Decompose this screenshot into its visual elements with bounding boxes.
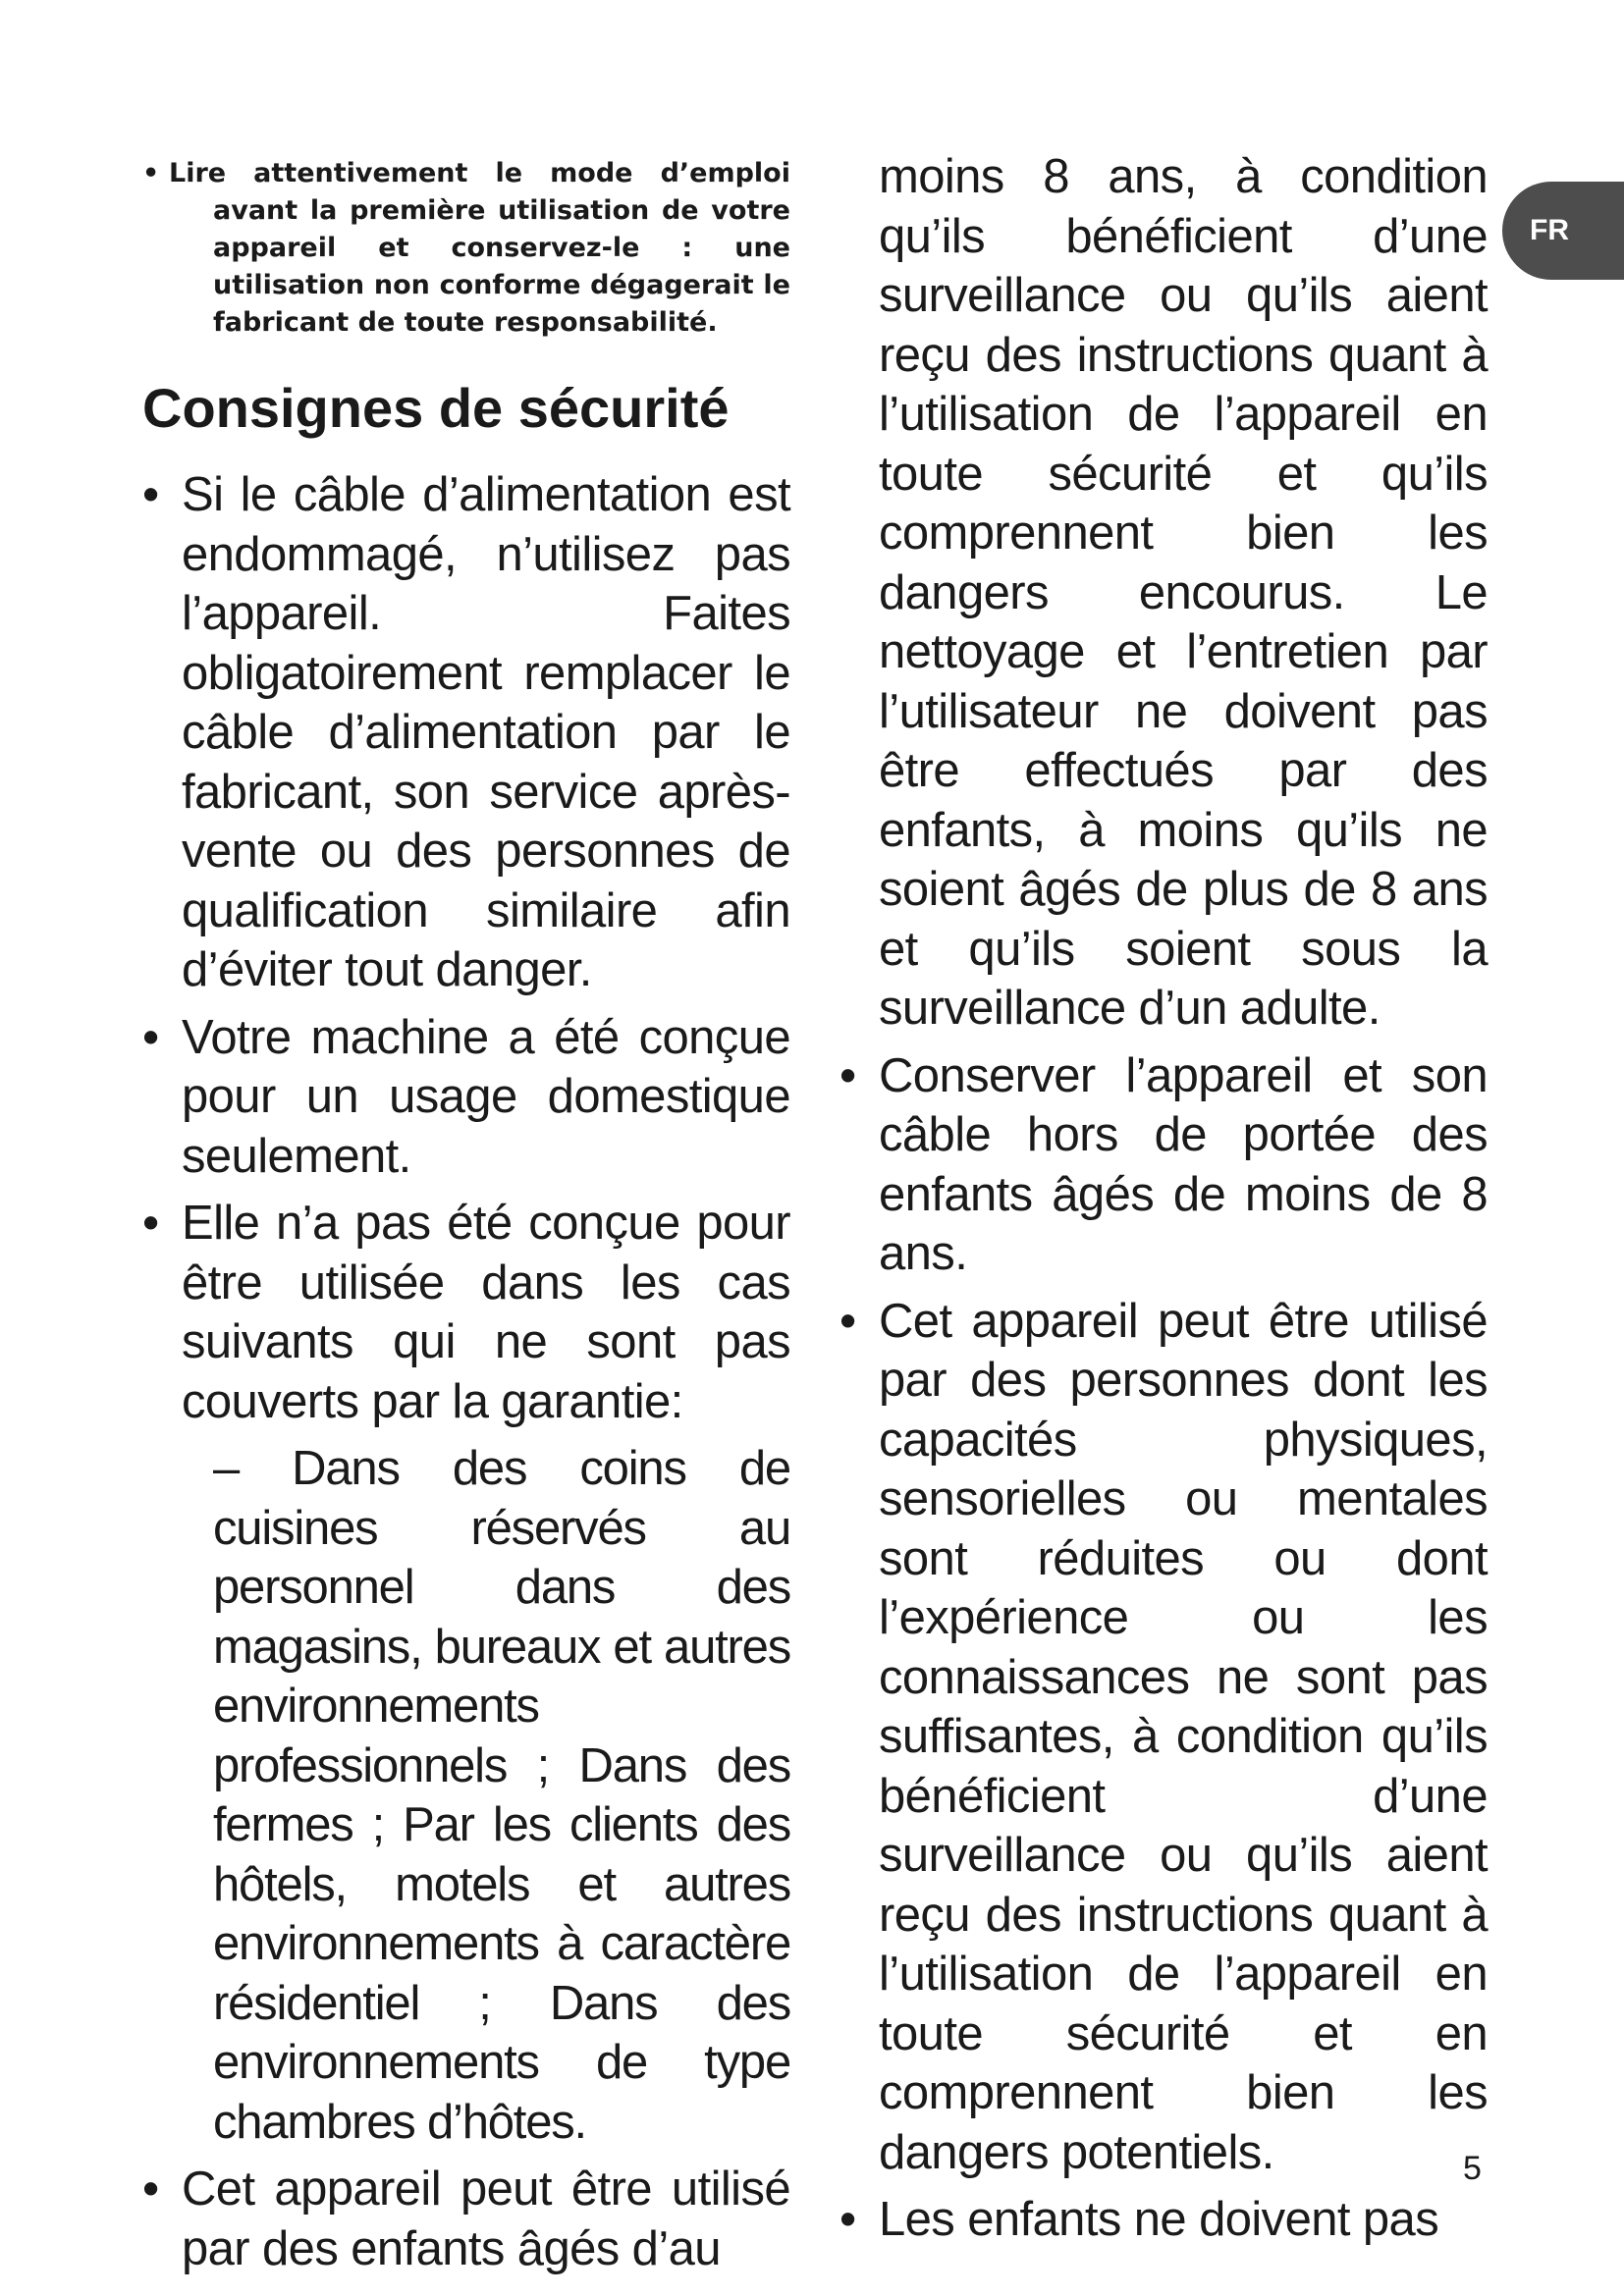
intro-text: Lire attentivement le mode d’emploi avant la première utilisation de votre appareil et conservez-le : une utilisation non conforme dégagerait le fabricant de toute responsabilité.: [169, 158, 790, 338]
safety-item-domestic-use: [142, 1008, 790, 1187]
safety-sub-item-environments: – Dans des coins de cuisines réservés au personnel dans des magasins, bureaux et autres environnements professionnels ; Dans des fermes ; Par les clients des hôtels, motels et autres environnements à caractère résidentiel ; Dans des environnements de type chambres d’hôtes.: [213, 1442, 790, 2149]
safety-item-text: Cet appareil peut être utilisé par des personnes dont les capacités physiques, sensorielles ou mentales sont réduites ou dont l’expérience ou les connaissances ne sont pas suffisantes, à condition qu’ils bénéficient d’une surveillance ou qu’ils aient reçu des instructions quant à l’utilisation de l’appareil en toute sécurité et en comprennent bien les dangers potentiels.: [879, 1294, 1488, 2179]
bullet-dot: •: [142, 468, 159, 521]
bullet-dot: •: [142, 2163, 159, 2216]
language-tab: FR: [1502, 182, 1624, 280]
safety-item-text: Si le câble d’alimentation est endommagé, n’utilisez pas l’appareil. Faites obligatoirement remplacer le câble d’alimentation par le fabricant, son service après-vente ou des personnes de qualification similaire afin d’éviter tout danger.: [182, 468, 790, 996]
bullet-dot: •: [839, 1048, 856, 1102]
safety-item-text: Votre machine a été conçue pour un usage domestique seulement.: [182, 1010, 790, 1183]
safety-item-keep-away: [839, 1046, 1488, 1284]
bullet-dot: •: [142, 1197, 159, 1250]
right-column: [839, 147, 1488, 2258]
safety-item-text: Conserver l’appareil et son câble hors de portée des enfants âgés de moins de 8 ans.: [879, 1048, 1488, 1280]
safety-item-text: Les enfants ne doivent pas: [879, 2193, 1439, 2246]
safety-item-children-must-not: [839, 2190, 1488, 2250]
bullet-dot: •: [839, 2193, 856, 2246]
safety-item-not-designed-for: [142, 1194, 790, 1431]
page-number: 5: [1463, 2150, 1482, 2187]
section-heading: Consignes de sécurité: [142, 377, 730, 439]
left-column: [142, 147, 790, 2286]
safety-item-power-cord: [142, 465, 790, 1000]
safety-item-text: Elle n’a pas été conçue pour être utilisée dans les cas suivants qui ne sont pas couverts par la garantie:: [182, 1197, 790, 1428]
intro-paragraph: [142, 155, 790, 342]
bullet-dot: •: [839, 1294, 856, 1348]
bullet-dot: •: [142, 158, 160, 188]
safety-item-children-use-continued: moins 8 ans, à condition qu’ils bénéficient d’une surveillance ou qu’ils aient reçu des instructions quant à l’utilisation de l’appareil en toute sécurité et qu’ils comprennent bien les dangers encourus. Le nettoyage et l’entretien par l’utilisateur ne doivent pas être effectués par des enfants, à moins qu’ils ne soient âgés de plus de 8 ans et qu’ils soient sous la surveillance d’un adulte.: [879, 150, 1488, 1035]
safety-item-text: Cet appareil peut être utilisé par des enfants âgés d’au: [182, 2163, 790, 2275]
bullet-dot: •: [142, 1010, 159, 1064]
safety-item-reduced-capacities: [839, 1292, 1488, 2183]
safety-item-children-use: [142, 2160, 790, 2278]
